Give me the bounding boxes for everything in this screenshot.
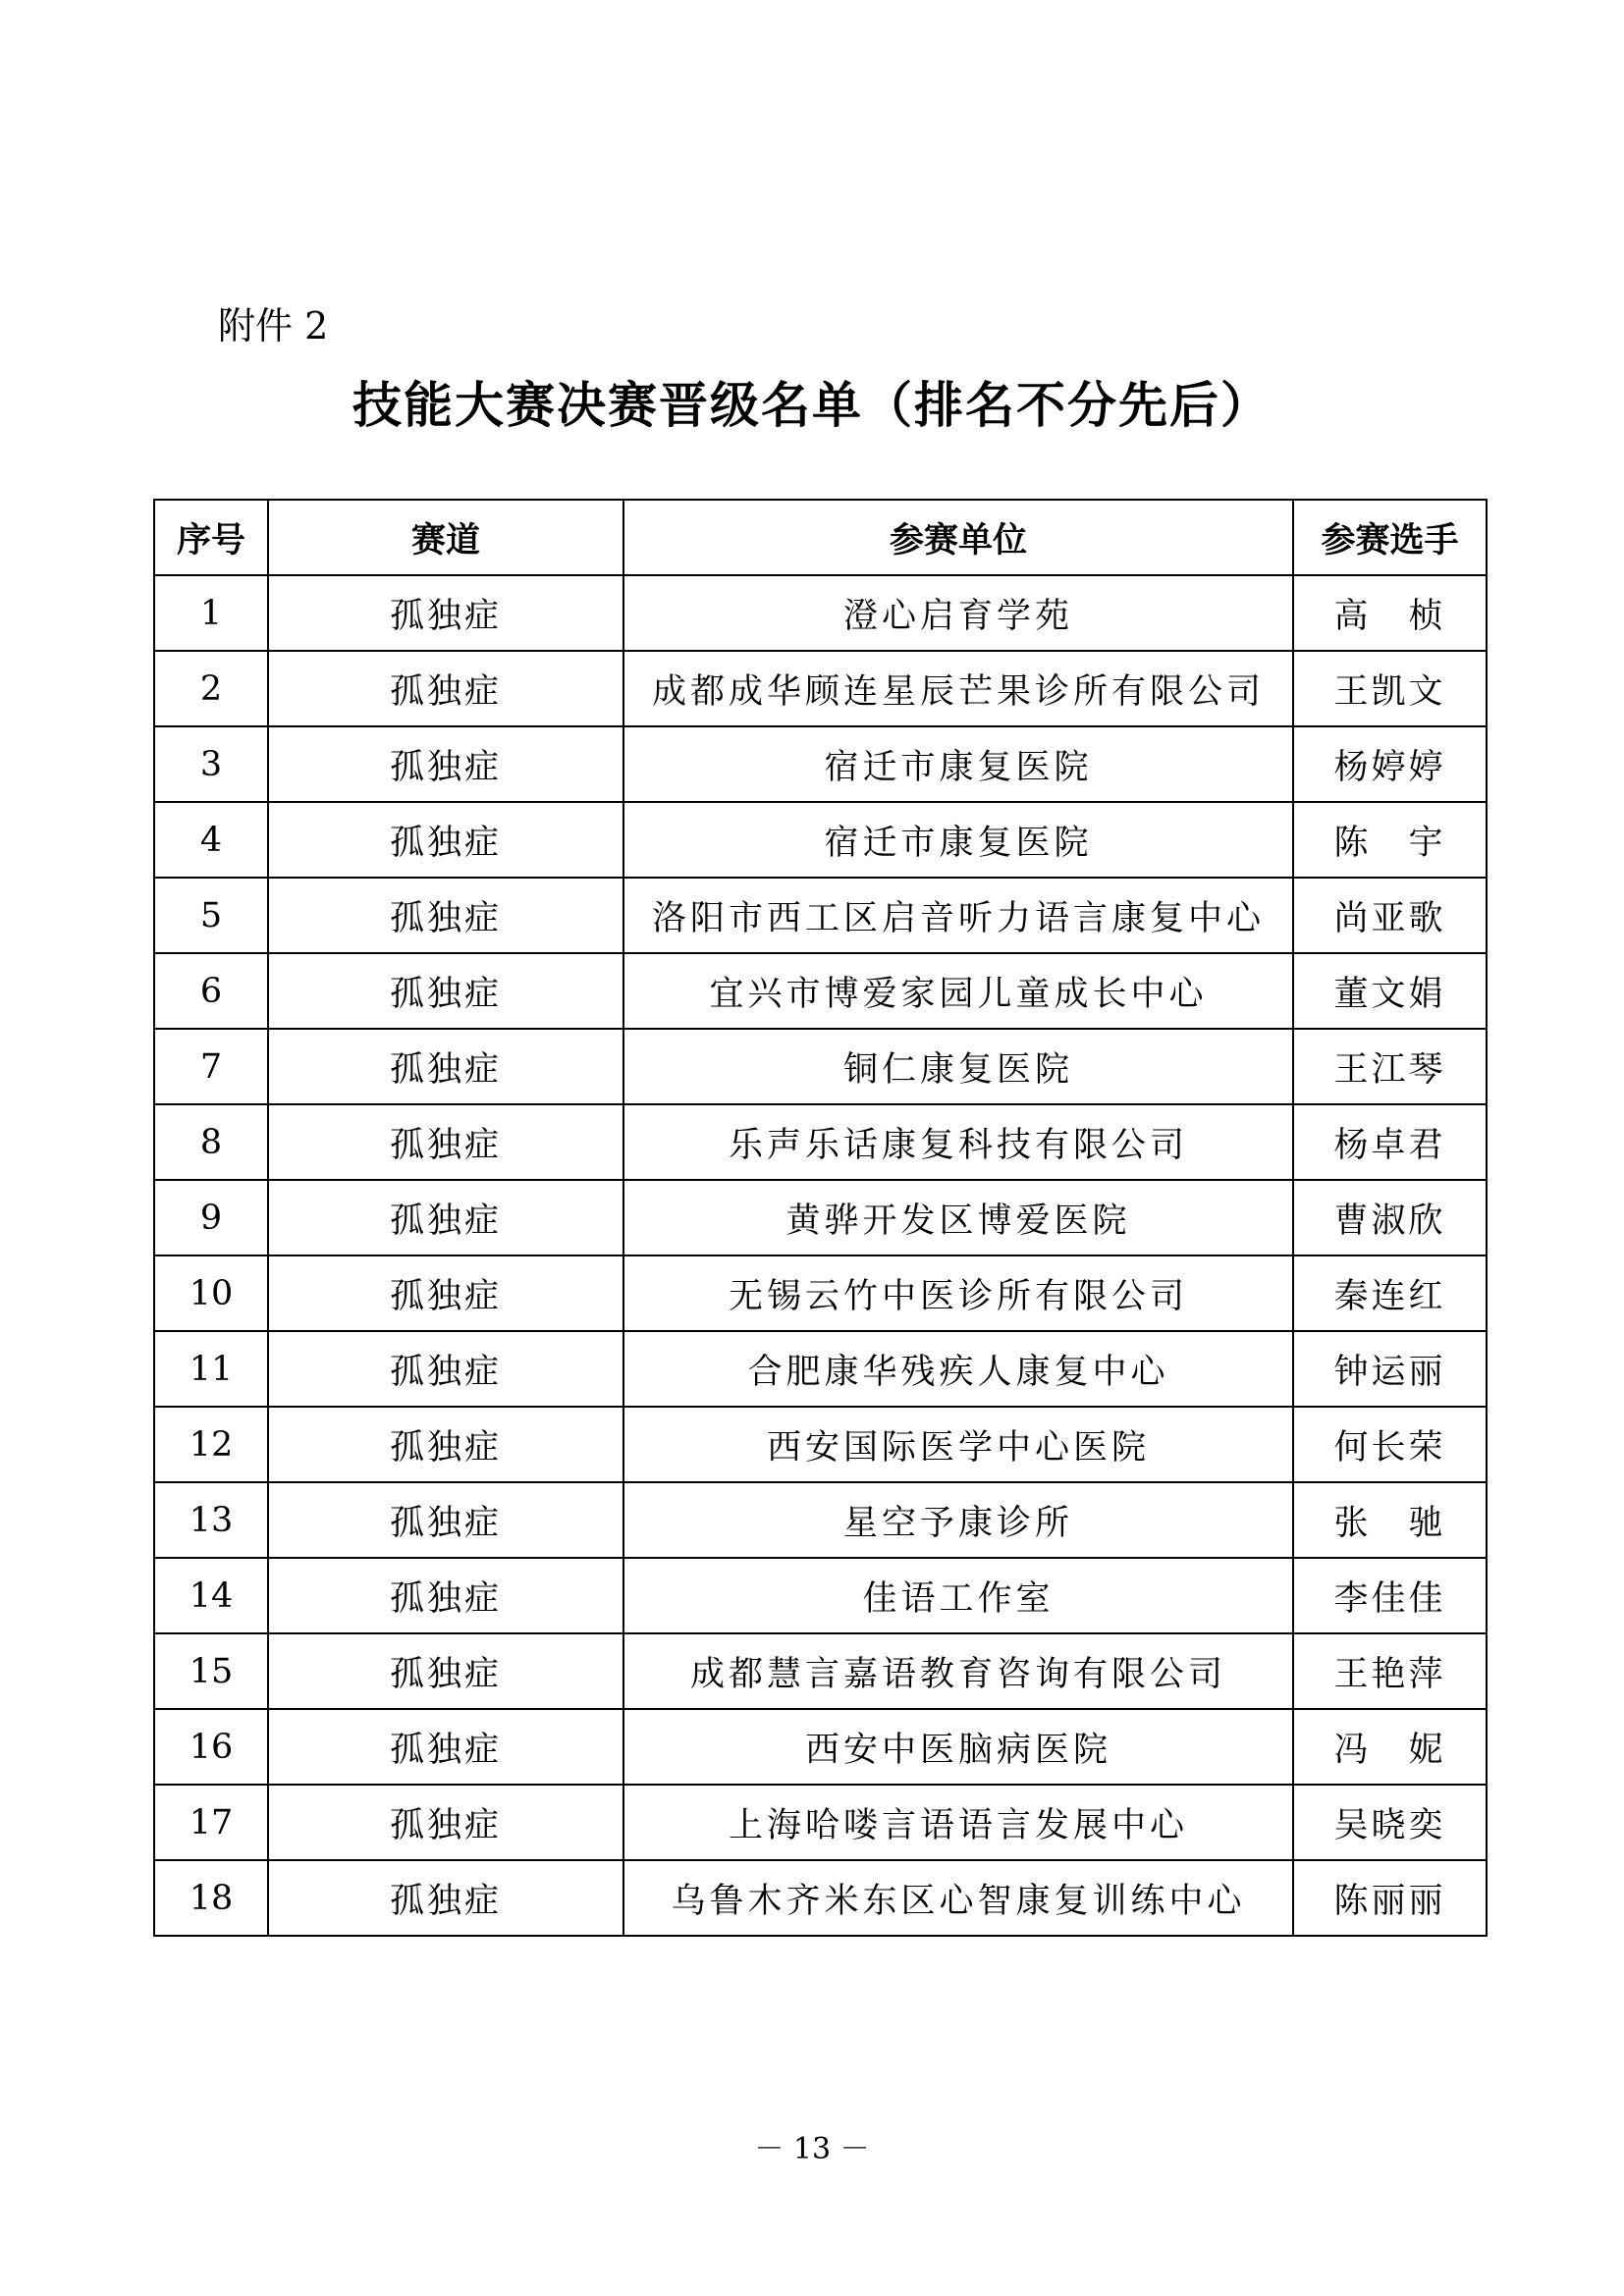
- cell-index: 12: [154, 1407, 268, 1482]
- document-title: 技能大赛决赛晋级名单（排名不分先后）: [352, 377, 1272, 434]
- cell-player: 曹淑欣: [1293, 1180, 1487, 1255]
- table-row: [154, 1180, 1487, 1255]
- table-row: [154, 575, 1487, 651]
- cell-track: 孤独症: [268, 1331, 623, 1407]
- cell-index: 7: [154, 1029, 268, 1104]
- table-row: [154, 1029, 1487, 1104]
- table-row: [154, 878, 1487, 953]
- cell-track: 孤独症: [268, 1255, 623, 1331]
- table-row: [154, 1785, 1487, 1860]
- cell-index: 2: [154, 651, 268, 726]
- cell-player: 王艳萍: [1293, 1633, 1487, 1709]
- cell-unit: 佳语工作室: [623, 1558, 1293, 1633]
- table-row: [154, 1331, 1487, 1407]
- cell-unit: 无锡云竹中医诊所有限公司: [623, 1255, 1293, 1331]
- table-row: [154, 1633, 1487, 1709]
- table-row: [154, 726, 1487, 802]
- cell-index: 6: [154, 953, 268, 1029]
- cell-player: 陈丽丽: [1293, 1860, 1487, 1936]
- cell-unit: 澄心启育学苑: [623, 575, 1293, 651]
- cell-index: 13: [154, 1482, 268, 1558]
- cell-track: 孤独症: [268, 1633, 623, 1709]
- cell-player: 高 桢: [1293, 575, 1487, 651]
- cell-unit: 合肥康华残疾人康复中心: [623, 1331, 1293, 1407]
- cell-unit: 黄骅开发区博爱医院: [623, 1180, 1293, 1255]
- cell-index: 8: [154, 1104, 268, 1180]
- cell-player: 陈 宇: [1293, 802, 1487, 878]
- table-row: [154, 802, 1487, 878]
- table-row: [154, 651, 1487, 726]
- cell-track: 孤独症: [268, 1785, 623, 1860]
- cell-unit: 乌鲁木齐米东区心智康复训练中心: [623, 1860, 1293, 1936]
- cell-unit: 铜仁康复医院: [623, 1029, 1293, 1104]
- finalist-table: [153, 499, 1488, 1937]
- cell-player: 张 驰: [1293, 1482, 1487, 1558]
- cell-index: 11: [154, 1331, 268, 1407]
- table-row: [154, 1709, 1487, 1785]
- cell-track: 孤独症: [268, 878, 623, 953]
- page-number: － 13 －: [754, 2132, 870, 2166]
- cell-index: 17: [154, 1785, 268, 1860]
- cell-track: 孤独症: [268, 1180, 623, 1255]
- table-row: [154, 1482, 1487, 1558]
- cell-track: 孤独症: [268, 1558, 623, 1633]
- cell-track: 孤独症: [268, 726, 623, 802]
- cell-unit: 宿迁市康复医院: [623, 802, 1293, 878]
- cell-player: 钟运丽: [1293, 1331, 1487, 1407]
- cell-index: 14: [154, 1558, 268, 1633]
- cell-unit: 上海哈喽言语语言发展中心: [623, 1785, 1293, 1860]
- cell-index: 1: [154, 575, 268, 651]
- cell-player: 何长荣: [1293, 1407, 1487, 1482]
- cell-player: 李佳佳: [1293, 1558, 1487, 1633]
- cell-player: 杨卓君: [1293, 1104, 1487, 1180]
- cell-unit: 宿迁市康复医院: [623, 726, 1293, 802]
- cell-index: 18: [154, 1860, 268, 1936]
- cell-track: 孤独症: [268, 1104, 623, 1180]
- cell-track: 孤独症: [268, 1029, 623, 1104]
- header-unit: 参赛单位: [623, 500, 1293, 575]
- cell-unit: 星空予康诊所: [623, 1482, 1293, 1558]
- cell-index: 15: [154, 1633, 268, 1709]
- header-track: 赛道: [268, 500, 623, 575]
- cell-player: 董文娟: [1293, 953, 1487, 1029]
- table-row: [154, 1104, 1487, 1180]
- cell-player: 尚亚歌: [1293, 878, 1487, 953]
- cell-player: 王江琴: [1293, 1029, 1487, 1104]
- cell-unit: 成都成华顾连星辰芒果诊所有限公司: [623, 651, 1293, 726]
- header-player: 参赛选手: [1293, 500, 1487, 575]
- table-row: [154, 1860, 1487, 1936]
- table-header-row: [154, 500, 1487, 575]
- cell-index: 16: [154, 1709, 268, 1785]
- cell-track: 孤独症: [268, 651, 623, 726]
- cell-index: 9: [154, 1180, 268, 1255]
- attachment-label: 附件 2: [218, 304, 329, 347]
- cell-index: 3: [154, 726, 268, 802]
- cell-track: 孤独症: [268, 953, 623, 1029]
- cell-unit: 西安中医脑病医院: [623, 1709, 1293, 1785]
- cell-track: 孤独症: [268, 575, 623, 651]
- table-row: [154, 953, 1487, 1029]
- cell-unit: 洛阳市西工区启音听力语言康复中心: [623, 878, 1293, 953]
- cell-index: 5: [154, 878, 268, 953]
- cell-index: 10: [154, 1255, 268, 1331]
- cell-player: 杨婷婷: [1293, 726, 1487, 802]
- cell-player: 王凯文: [1293, 651, 1487, 726]
- cell-player: 冯 妮: [1293, 1709, 1487, 1785]
- cell-unit: 西安国际医学中心医院: [623, 1407, 1293, 1482]
- cell-unit: 宜兴市博爱家园儿童成长中心: [623, 953, 1293, 1029]
- cell-track: 孤独症: [268, 1709, 623, 1785]
- cell-track: 孤独症: [268, 1407, 623, 1482]
- table-row: [154, 1407, 1487, 1482]
- cell-player: 秦连红: [1293, 1255, 1487, 1331]
- cell-track: 孤独症: [268, 1482, 623, 1558]
- header-index: 序号: [154, 500, 268, 575]
- cell-unit: 成都慧言嘉语教育咨询有限公司: [623, 1633, 1293, 1709]
- cell-player: 吴晓奕: [1293, 1785, 1487, 1860]
- cell-index: 4: [154, 802, 268, 878]
- cell-track: 孤独症: [268, 802, 623, 878]
- table-row: [154, 1255, 1487, 1331]
- cell-track: 孤独症: [268, 1860, 623, 1936]
- cell-unit: 乐声乐话康复科技有限公司: [623, 1104, 1293, 1180]
- table-row: [154, 1558, 1487, 1633]
